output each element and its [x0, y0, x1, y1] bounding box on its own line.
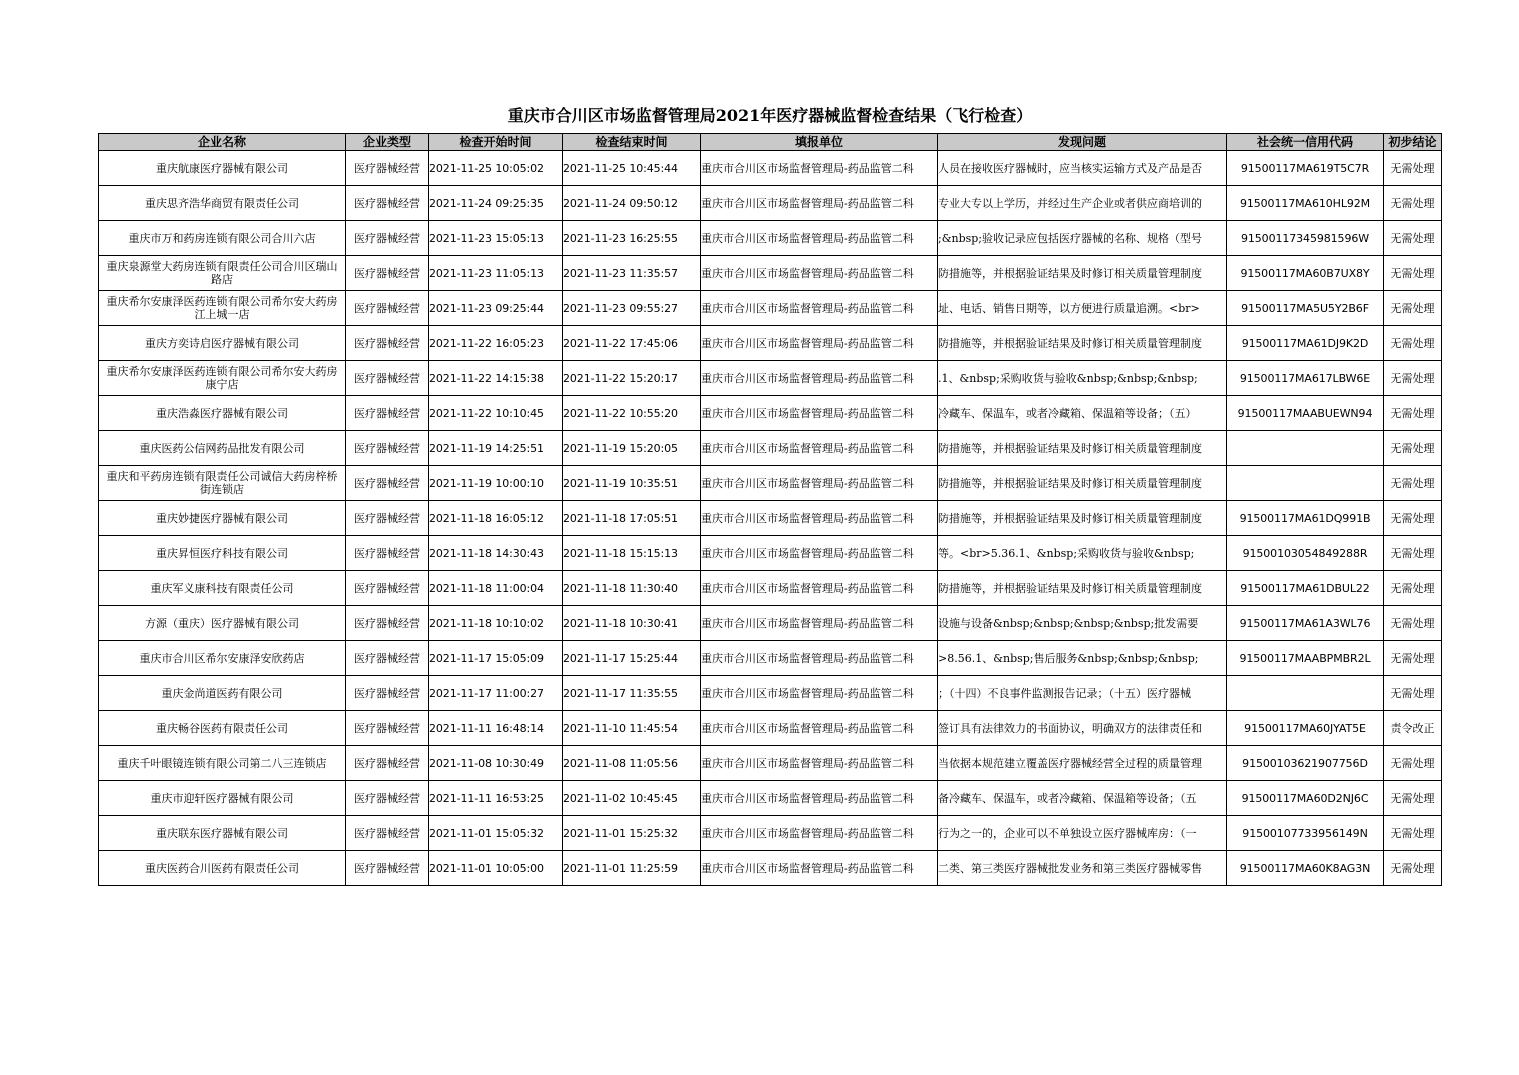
cell-credit-code: 91500103054849288R — [1227, 536, 1384, 571]
cell-reporting-unit: 重庆市合川区市场监督管理局-药品监管二科 — [701, 431, 938, 466]
cell-credit-code: 91500117MA60JYAT5E — [1227, 711, 1384, 746]
cell-company-type: 医疗器械经营 — [346, 186, 429, 221]
cell-conclusion: 无需处理 — [1384, 606, 1442, 641]
cell-end-time: 2021-11-17 11:35:55 — [563, 676, 701, 711]
cell-end-time: 2021-11-18 11:30:40 — [563, 571, 701, 606]
cell-end-time: 2021-11-18 15:15:13 — [563, 536, 701, 571]
column-header-company-type: 企业类型 — [346, 134, 429, 151]
cell-conclusion: 无需处理 — [1384, 326, 1442, 361]
cell-start-time: 2021-11-24 09:25:35 — [429, 186, 563, 221]
table-row — [99, 676, 1442, 711]
cell-end-time: 2021-11-25 10:45:44 — [563, 151, 701, 186]
cell-reporting-unit: 重庆市合川区市场监督管理局-药品监管二科 — [701, 851, 938, 886]
cell-issues-found: 人员在接收医疗器械时，应当核实运输方式及产品是否 — [938, 151, 1227, 186]
cell-credit-code: 91500117MA610HL92M — [1227, 186, 1384, 221]
table-header-row — [99, 134, 1442, 151]
cell-reporting-unit: 重庆市合川区市场监督管理局-药品监管二科 — [701, 361, 938, 396]
cell-end-time: 2021-11-08 11:05:56 — [563, 746, 701, 781]
column-header-reporting-unit: 填报单位 — [701, 134, 938, 151]
cell-credit-code: 91500117MAABPMBR2L — [1227, 641, 1384, 676]
cell-end-time: 2021-11-22 15:20:17 — [563, 361, 701, 396]
cell-credit-code: 91500117345981596W — [1227, 221, 1384, 256]
cell-company-name: 重庆医药合川医药有限责任公司 — [99, 851, 346, 886]
cell-conclusion: 无需处理 — [1384, 151, 1442, 186]
table-row — [99, 186, 1442, 221]
cell-end-time: 2021-11-19 15:20:05 — [563, 431, 701, 466]
cell-reporting-unit: 重庆市合川区市场监督管理局-药品监管二科 — [701, 816, 938, 851]
cell-company-type: 医疗器械经营 — [346, 711, 429, 746]
cell-company-name: 重庆希尔安康泽医药连锁有限公司希尔安大药房康宁店 — [99, 361, 346, 396]
cell-reporting-unit: 重庆市合川区市场监督管理局-药品监管二科 — [701, 186, 938, 221]
cell-end-time: 2021-11-01 11:25:59 — [563, 851, 701, 886]
cell-reporting-unit: 重庆市合川区市场监督管理局-药品监管二科 — [701, 466, 938, 501]
cell-issues-found: 防措施等，并根据验证结果及时修订相关质量管理制度 — [938, 571, 1227, 606]
cell-issues-found: 二类、第三类医疗器械批发业务和第三类医疗器械零售 — [938, 851, 1227, 886]
cell-issues-found: 址、电话、销售日期等，以方便进行质量追溯。<br> — [938, 291, 1227, 326]
cell-credit-code — [1227, 431, 1384, 466]
cell-conclusion: 责令改正 — [1384, 711, 1442, 746]
cell-start-time: 2021-11-23 15:05:13 — [429, 221, 563, 256]
column-header-issues-found: 发现问题 — [938, 134, 1227, 151]
cell-start-time: 2021-11-08 10:30:49 — [429, 746, 563, 781]
cell-company-type: 医疗器械经营 — [346, 606, 429, 641]
cell-company-type: 医疗器械经营 — [346, 326, 429, 361]
cell-issues-found: 防措施等，并根据验证结果及时修订相关质量管理制度 — [938, 256, 1227, 291]
cell-reporting-unit: 重庆市合川区市场监督管理局-药品监管二科 — [701, 501, 938, 536]
cell-conclusion: 无需处理 — [1384, 641, 1442, 676]
cell-end-time: 2021-11-17 15:25:44 — [563, 641, 701, 676]
cell-credit-code: 91500117MA61DJ9K2D — [1227, 326, 1384, 361]
cell-reporting-unit: 重庆市合川区市场监督管理局-药品监管二科 — [701, 536, 938, 571]
cell-conclusion: 无需处理 — [1384, 396, 1442, 431]
cell-end-time: 2021-11-18 10:30:41 — [563, 606, 701, 641]
column-header-company-name: 企业名称 — [99, 134, 346, 151]
cell-company-type: 医疗器械经营 — [346, 816, 429, 851]
inspection-results-table — [98, 133, 1442, 886]
cell-issues-found: 签订具有法律效力的书面协议，明确双方的法律责任和 — [938, 711, 1227, 746]
cell-start-time: 2021-11-22 14:15:38 — [429, 361, 563, 396]
cell-company-type: 医疗器械经营 — [346, 781, 429, 816]
cell-company-name: 重庆昇恒医疗科技有限公司 — [99, 536, 346, 571]
table-row — [99, 536, 1442, 571]
cell-credit-code: 91500117MA60K8AG3N — [1227, 851, 1384, 886]
column-header-end-time: 检查结束时间 — [563, 134, 701, 151]
cell-company-name: 重庆千叶眼镜连锁有限公司第二八三连锁店 — [99, 746, 346, 781]
cell-company-name: 重庆航康医疗器械有限公司 — [99, 151, 346, 186]
cell-reporting-unit: 重庆市合川区市场监督管理局-药品监管二科 — [701, 256, 938, 291]
cell-issues-found: 设施与设备&nbsp;&nbsp;&nbsp;&nbsp;批发需要 — [938, 606, 1227, 641]
cell-start-time: 2021-11-11 16:53:25 — [429, 781, 563, 816]
cell-reporting-unit: 重庆市合川区市场监督管理局-药品监管二科 — [701, 151, 938, 186]
cell-end-time: 2021-11-24 09:50:12 — [563, 186, 701, 221]
cell-issues-found: 行为之一的，企业可以不单独设立医疗器械库房：（一 — [938, 816, 1227, 851]
cell-credit-code — [1227, 676, 1384, 711]
cell-company-name: 重庆医药公信网药品批发有限公司 — [99, 431, 346, 466]
cell-company-name: 重庆和平药房连锁有限责任公司诚信大药房梓桥街连锁店 — [99, 466, 346, 501]
cell-company-name: 重庆妙捷医疗器械有限公司 — [99, 501, 346, 536]
cell-issues-found: 防措施等，并根据验证结果及时修订相关质量管理制度 — [938, 326, 1227, 361]
cell-conclusion: 无需处理 — [1384, 431, 1442, 466]
page-title: 重庆市合川区市场监督管理局2021年医疗器械监督检查结果（飞行检查） — [507, 106, 1033, 125]
cell-reporting-unit: 重庆市合川区市场监督管理局-药品监管二科 — [701, 711, 938, 746]
cell-company-type: 医疗器械经营 — [346, 291, 429, 326]
cell-company-name: 重庆市万和药房连锁有限公司合川六店 — [99, 221, 346, 256]
cell-start-time: 2021-11-18 16:05:12 — [429, 501, 563, 536]
cell-company-type: 医疗器械经营 — [346, 431, 429, 466]
cell-credit-code: 91500117MA5U5Y2B6F — [1227, 291, 1384, 326]
cell-end-time: 2021-11-18 17:05:51 — [563, 501, 701, 536]
cell-company-type: 医疗器械经营 — [346, 361, 429, 396]
cell-end-time: 2021-11-10 11:45:54 — [563, 711, 701, 746]
table-row — [99, 361, 1442, 396]
table-row — [99, 571, 1442, 606]
cell-company-type: 医疗器械经营 — [346, 221, 429, 256]
cell-start-time: 2021-11-19 14:25:51 — [429, 431, 563, 466]
cell-company-type: 医疗器械经营 — [346, 256, 429, 291]
cell-issues-found: 防措施等，并根据验证结果及时修订相关质量管理制度 — [938, 501, 1227, 536]
cell-start-time: 2021-11-17 11:00:27 — [429, 676, 563, 711]
cell-end-time: 2021-11-01 15:25:32 — [563, 816, 701, 851]
column-header-conclusion: 初步结论 — [1384, 134, 1442, 151]
cell-start-time: 2021-11-22 16:05:23 — [429, 326, 563, 361]
cell-credit-code: 91500117MAABUEWN94 — [1227, 396, 1384, 431]
cell-issues-found: 防措施等，并根据验证结果及时修订相关质量管理制度 — [938, 431, 1227, 466]
cell-end-time: 2021-11-22 10:55:20 — [563, 396, 701, 431]
cell-reporting-unit: 重庆市合川区市场监督管理局-药品监管二科 — [701, 641, 938, 676]
cell-credit-code: 91500117MA61A3WL76 — [1227, 606, 1384, 641]
table-row — [99, 816, 1442, 851]
cell-reporting-unit: 重庆市合川区市场监督管理局-药品监管二科 — [701, 326, 938, 361]
cell-reporting-unit: 重庆市合川区市场监督管理局-药品监管二科 — [701, 781, 938, 816]
cell-company-type: 医疗器械经营 — [346, 851, 429, 886]
cell-company-type: 医疗器械经营 — [346, 151, 429, 186]
cell-end-time: 2021-11-22 17:45:06 — [563, 326, 701, 361]
cell-reporting-unit: 重庆市合川区市场监督管理局-药品监管二科 — [701, 396, 938, 431]
cell-issues-found: ；（十四）不良事件监测报告记录；（十五）医疗器械 — [938, 676, 1227, 711]
cell-credit-code: 91500117MA61DQ991B — [1227, 501, 1384, 536]
cell-conclusion: 无需处理 — [1384, 851, 1442, 886]
cell-company-name: 重庆泉源堂大药房连锁有限责任公司合川区瑞山路店 — [99, 256, 346, 291]
cell-conclusion: 无需处理 — [1384, 816, 1442, 851]
cell-conclusion: 无需处理 — [1384, 746, 1442, 781]
cell-start-time: 2021-11-01 15:05:32 — [429, 816, 563, 851]
cell-credit-code: 91500117MA60D2NJ6C — [1227, 781, 1384, 816]
cell-issues-found: 等。<br>5.36.1、&nbsp;采购收货与验收&nbsp; — [938, 536, 1227, 571]
cell-end-time: 2021-11-23 11:35:57 — [563, 256, 701, 291]
cell-start-time: 2021-11-17 15:05:09 — [429, 641, 563, 676]
cell-conclusion: 无需处理 — [1384, 536, 1442, 571]
table-row — [99, 151, 1442, 186]
cell-credit-code: 91500117MA617LBW6E — [1227, 361, 1384, 396]
cell-company-name: 重庆思齐浩华商贸有限责任公司 — [99, 186, 346, 221]
cell-reporting-unit: 重庆市合川区市场监督管理局-药品监管二科 — [701, 221, 938, 256]
cell-reporting-unit: 重庆市合川区市场监督管理局-药品监管二科 — [701, 606, 938, 641]
table-row — [99, 221, 1442, 256]
table-row — [99, 396, 1442, 431]
cell-end-time: 2021-11-02 10:45:45 — [563, 781, 701, 816]
table-row — [99, 606, 1442, 641]
cell-end-time: 2021-11-19 10:35:51 — [563, 466, 701, 501]
cell-credit-code: 91500117MA60B7UX8Y — [1227, 256, 1384, 291]
table-row — [99, 326, 1442, 361]
cell-start-time: 2021-11-25 10:05:02 — [429, 151, 563, 186]
cell-company-type: 医疗器械经营 — [346, 641, 429, 676]
table-row — [99, 711, 1442, 746]
table-row — [99, 641, 1442, 676]
cell-company-type: 医疗器械经营 — [346, 466, 429, 501]
cell-conclusion: 无需处理 — [1384, 361, 1442, 396]
cell-issues-found: .1、&nbsp;采购收货与验收&nbsp;&nbsp;&nbsp; — [938, 361, 1227, 396]
table-row — [99, 256, 1442, 291]
column-header-start-time: 检查开始时间 — [429, 134, 563, 151]
cell-start-time: 2021-11-18 11:00:04 — [429, 571, 563, 606]
cell-company-name: 方源（重庆）医疗器械有限公司 — [99, 606, 346, 641]
cell-credit-code: 91500103621907756D — [1227, 746, 1384, 781]
cell-issues-found: 当依据本规范建立覆盖医疗器械经营全过程的质量管理 — [938, 746, 1227, 781]
cell-start-time: 2021-11-11 16:48:14 — [429, 711, 563, 746]
cell-end-time: 2021-11-23 16:25:55 — [563, 221, 701, 256]
cell-company-type: 医疗器械经营 — [346, 536, 429, 571]
cell-conclusion: 无需处理 — [1384, 676, 1442, 711]
cell-conclusion: 无需处理 — [1384, 466, 1442, 501]
cell-start-time: 2021-11-23 09:25:44 — [429, 291, 563, 326]
cell-conclusion: 无需处理 — [1384, 571, 1442, 606]
table-row — [99, 781, 1442, 816]
cell-reporting-unit: 重庆市合川区市场监督管理局-药品监管二科 — [701, 746, 938, 781]
cell-company-name: 重庆市迎轩医疗器械有限公司 — [99, 781, 346, 816]
cell-company-name: 重庆联东医疗器械有限公司 — [99, 816, 346, 851]
cell-company-type: 医疗器械经营 — [346, 746, 429, 781]
cell-conclusion: 无需处理 — [1384, 186, 1442, 221]
cell-company-name: 重庆希尔安康泽医药连锁有限公司希尔安大药房江上城一店 — [99, 291, 346, 326]
table-row — [99, 466, 1442, 501]
cell-start-time: 2021-11-23 11:05:13 — [429, 256, 563, 291]
cell-company-name: 重庆市合川区希尔安康泽安欣药店 — [99, 641, 346, 676]
cell-reporting-unit: 重庆市合川区市场监督管理局-药品监管二科 — [701, 571, 938, 606]
cell-issues-found: >8.56.1、&nbsp;售后服务&nbsp;&nbsp;&nbsp; — [938, 641, 1227, 676]
cell-company-name: 重庆金尚道医药有限公司 — [99, 676, 346, 711]
table-row — [99, 851, 1442, 886]
cell-company-name: 重庆浩淼医疗器械有限公司 — [99, 396, 346, 431]
cell-conclusion: 无需处理 — [1384, 291, 1442, 326]
cell-company-name: 重庆方奕诗启医疗器械有限公司 — [99, 326, 346, 361]
cell-issues-found: 备冷藏车、保温车，或者冷藏箱、保温箱等设备；（五 — [938, 781, 1227, 816]
cell-conclusion: 无需处理 — [1384, 256, 1442, 291]
cell-conclusion: 无需处理 — [1384, 781, 1442, 816]
cell-issues-found: 专业大专以上学历，并经过生产企业或者供应商培训的 — [938, 186, 1227, 221]
cell-issues-found: ;&nbsp;验收记录应包括医疗器械的名称、规格（型号 — [938, 221, 1227, 256]
cell-reporting-unit: 重庆市合川区市场监督管理局-药品监管二科 — [701, 291, 938, 326]
table-row — [99, 291, 1442, 326]
table-row — [99, 746, 1442, 781]
cell-credit-code: 91500107733956149N — [1227, 816, 1384, 851]
cell-issues-found: 防措施等，并根据验证结果及时修订相关质量管理制度 — [938, 466, 1227, 501]
cell-company-type: 医疗器械经营 — [346, 501, 429, 536]
cell-company-name: 重庆畅谷医药有限责任公司 — [99, 711, 346, 746]
column-header-credit-code: 社会统一信用代码 — [1227, 134, 1384, 151]
cell-conclusion: 无需处理 — [1384, 501, 1442, 536]
cell-company-name: 重庆军义康科技有限责任公司 — [99, 571, 346, 606]
cell-company-type: 医疗器械经营 — [346, 676, 429, 711]
cell-company-type: 医疗器械经营 — [346, 571, 429, 606]
cell-start-time: 2021-11-19 10:00:10 — [429, 466, 563, 501]
cell-start-time: 2021-11-18 10:10:02 — [429, 606, 563, 641]
table-row — [99, 501, 1442, 536]
cell-start-time: 2021-11-18 14:30:43 — [429, 536, 563, 571]
cell-reporting-unit: 重庆市合川区市场监督管理局-药品监管二科 — [701, 676, 938, 711]
cell-conclusion: 无需处理 — [1384, 221, 1442, 256]
cell-start-time: 2021-11-01 10:05:00 — [429, 851, 563, 886]
cell-start-time: 2021-11-22 10:10:45 — [429, 396, 563, 431]
cell-credit-code: 91500117MA619T5C7R — [1227, 151, 1384, 186]
cell-end-time: 2021-11-23 09:55:27 — [563, 291, 701, 326]
cell-credit-code — [1227, 466, 1384, 501]
cell-company-type: 医疗器械经营 — [346, 396, 429, 431]
table-row — [99, 431, 1442, 466]
table-body — [99, 151, 1442, 886]
cell-credit-code: 91500117MA61DBUL22 — [1227, 571, 1384, 606]
cell-issues-found: 冷藏车、保温车，或者冷藏箱、保温箱等设备；（五） — [938, 396, 1227, 431]
